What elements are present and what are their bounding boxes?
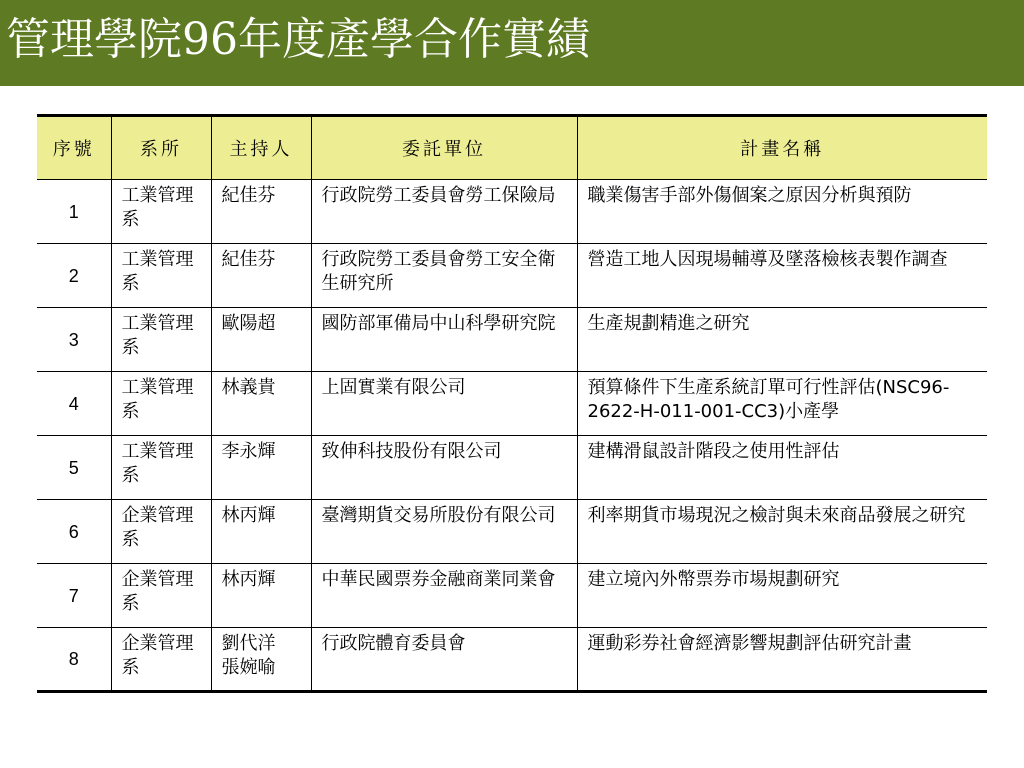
cell-project-name: 利率期貨市場現況之檢討與未來商品發展之研究 xyxy=(577,500,987,564)
cell-host: 紀佳芬 xyxy=(211,180,311,244)
cell-host: 林丙輝 xyxy=(211,500,311,564)
cell-client: 行政院勞工委員會勞工安全衛生研究所 xyxy=(311,244,577,308)
cell-serial: 7 xyxy=(37,564,111,628)
table-row xyxy=(37,244,987,308)
table-row xyxy=(37,564,987,628)
table-row xyxy=(37,308,987,372)
cell-project-name: 建立境內外幣票券市場規劃研究 xyxy=(577,564,987,628)
cell-project-name: 生產規劃精進之研究 xyxy=(577,308,987,372)
header-department: 系所 xyxy=(111,116,211,180)
cell-client: 致伸科技股份有限公司 xyxy=(311,436,577,500)
slide-title: 管理學院96年度產學合作實績 xyxy=(6,14,590,65)
header-row xyxy=(37,116,987,180)
table-row xyxy=(37,372,987,436)
cell-client: 行政院體育委員會 xyxy=(311,628,577,692)
cell-host: 紀佳芬 xyxy=(211,244,311,308)
cell-department: 工業管理系 xyxy=(111,180,211,244)
cell-client: 臺灣期貨交易所股份有限公司 xyxy=(311,500,577,564)
cell-department: 企業管理系 xyxy=(111,500,211,564)
cell-department: 工業管理系 xyxy=(111,308,211,372)
cell-client: 中華民國票券金融商業同業會 xyxy=(311,564,577,628)
header-host: 主持人 xyxy=(211,116,311,180)
cell-host: 劉代洋 張婉喻 xyxy=(211,628,311,692)
cell-serial: 4 xyxy=(37,372,111,436)
cell-host: 林丙輝 xyxy=(211,564,311,628)
cell-serial: 2 xyxy=(37,244,111,308)
header-client: 委託單位 xyxy=(311,116,577,180)
table-row xyxy=(37,436,987,500)
table-row xyxy=(37,180,987,244)
projects-table xyxy=(37,114,987,693)
cell-host: 李永輝 xyxy=(211,436,311,500)
cell-project-name: 運動彩券社會經濟影響規劃評估研究計畫 xyxy=(577,628,987,692)
header-project-name: 計畫名稱 xyxy=(577,116,987,180)
cell-serial: 3 xyxy=(37,308,111,372)
cell-department: 企業管理系 xyxy=(111,564,211,628)
cell-client: 行政院勞工委員會勞工保險局 xyxy=(311,180,577,244)
cell-department: 工業管理系 xyxy=(111,244,211,308)
cell-host: 歐陽超 xyxy=(211,308,311,372)
title-bar xyxy=(0,0,1024,86)
cell-project-name: 建構滑鼠設計階段之使用性評估 xyxy=(577,436,987,500)
cell-host: 林義貴 xyxy=(211,372,311,436)
cell-client: 上固實業有限公司 xyxy=(311,372,577,436)
cell-department: 工業管理系 xyxy=(111,436,211,500)
cell-serial: 6 xyxy=(37,500,111,564)
table-row xyxy=(37,628,987,692)
cell-client: 國防部軍備局中山科學研究院 xyxy=(311,308,577,372)
cell-department: 企業管理系 xyxy=(111,628,211,692)
cell-serial: 1 xyxy=(37,180,111,244)
cell-project-name: 預算條件下生產系統訂單可行性評估(NSC96-2622-H-011-001-CC3)小產學 xyxy=(577,372,987,436)
header-serial: 序號 xyxy=(37,116,111,180)
cell-project-name: 職業傷害手部外傷個案之原因分析與預防 xyxy=(577,180,987,244)
cell-project-name: 營造工地人因現場輔導及墜落檢核表製作調查 xyxy=(577,244,987,308)
cell-department: 工業管理系 xyxy=(111,372,211,436)
cell-serial: 5 xyxy=(37,436,111,500)
cell-serial: 8 xyxy=(37,628,111,692)
table-row xyxy=(37,500,987,564)
